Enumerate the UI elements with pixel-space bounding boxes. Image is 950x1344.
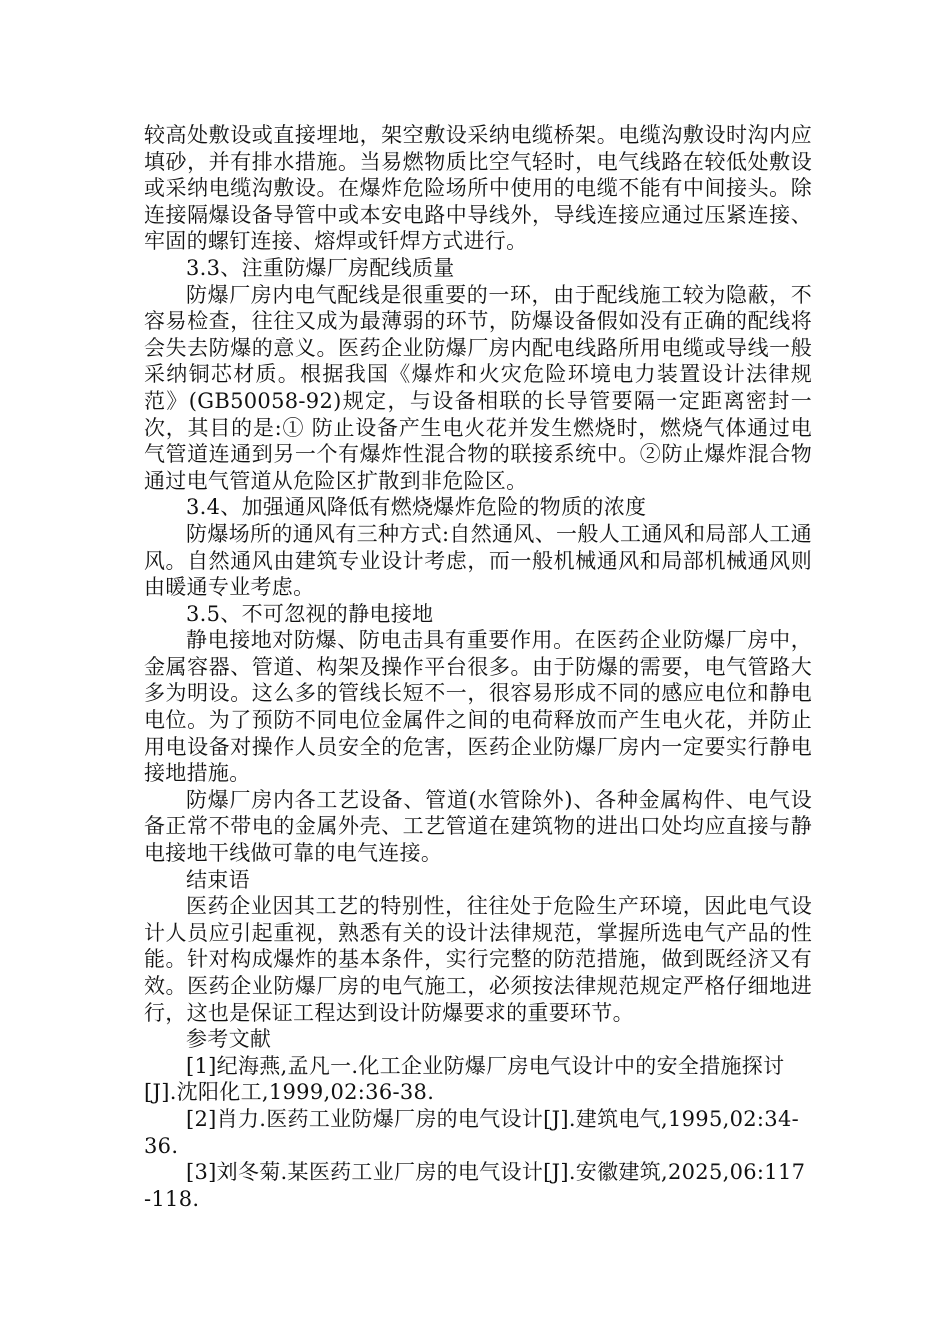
reference-item: [3]刘冬菊.某医药工业厂房的电气设计[J].安徽建筑,2025,06:117-118.	[144, 1160, 806, 1211]
paragraph-static-grounding: 静电接地对防爆、防电击具有重要作用。在医药企业防爆厂房中，金属容器、管道、构架及操作平台很多。由于防爆的需要，电气管路大多为明设。这么多的管线长短不一，很容易形成不同的感应电位和静电电位。为了预防不同电位金属件之间的电荷释放而产生电火花，并防止用电设备对操作人员安全的危害，医药企业防爆厂房内一定要实行静电接地措施。	[144, 628, 812, 786]
reference-item: [2]肖力.医药工业防爆厂房的电气设计[J].建筑电气,1995,02:34-36.	[144, 1106, 800, 1158]
section-heading-3-5: 3.5、不可忽视的静电接地	[186, 601, 434, 626]
section-heading-3-4: 3.4、加强通风降低有燃烧爆炸危险的物质的浓度	[186, 495, 647, 520]
paragraph-grounding-connection: 防爆厂房内各工艺设备、管道(水管除外)、各种金属构件、电气设备正常不带电的金属外壳、工艺管道在建筑物的进出口处均应直接与静电接地干线做可靠的电气连接。	[144, 787, 812, 866]
paragraph-conclusion: 医药企业因其工艺的特别性，往往处于危险生产环境，因此电气设计人员应引起重视，熟悉有关的设计法律规范，掌握所选电气产品的性能。针对构成爆炸的基本条件，实行完整的防范措施，做到既经济又有效。医药企业防爆厂房的电气施工，必须按法律规范规定严格仔细地进行，这也是保证工程达到设计防爆要求的重要环节。	[144, 894, 812, 1025]
paragraph-ventilation: 防爆场所的通风有三种方式:自然通风、一般人工通风和局部人工通风。自然通风由建筑专业设计考虑，而一般机械通风和局部机械通风则由暖通专业考虑。	[144, 521, 812, 600]
document-page	[144, 122, 812, 1212]
section-heading-3-3: 3.3、注重防爆厂房配线质量	[186, 255, 455, 280]
conclusion-heading: 结束语	[186, 867, 250, 892]
reference-item: [1]纪海燕,孟凡一.化工企业防爆厂房电气设计中的安全措施探讨[J].沈阳化工,1999,02:36-38.	[144, 1053, 785, 1105]
paragraph-cable-laying: 较高处敷设或直接埋地，架空敷设采纳电缆桥架。电缆沟敷设时沟内应填砂，并有排水措施。当易燃物质比空气轻时，电气线路在较低处敷设或采纳电缆沟敷设。在爆炸危险场所中使用的电缆不能有中间接头。除连接隔爆设备导管中或本安电路中导线外，导线连接应通过压紧连接、牢固的螺钉连接、熔焊或钎焊方式进行。	[144, 123, 812, 254]
paragraph-wiring-quality: 防爆厂房内电气配线是很重要的一环，由于配线施工较为隐蔽，不容易检查，往往又成为最薄弱的环节，防爆设备假如没有正确的配线将会失去防爆的意义。医药企业防爆厂房内配电线路所用电缆或导线一般采纳铜芯材质。根据我国《爆炸和火灾危险环境电力装置设计法律规范》(GB50058-92)规定，与设备相联的长导管要隔一定距离密封一次，其目的是:① 防止设备产生电火花并发生燃烧时，燃烧气体通过电气管道连通到另一个有爆炸性混合物的联接系统中。②防止爆炸混合物通过电气管道从危险区扩散到非危险区。	[144, 282, 812, 493]
references-heading: 参考文献	[186, 1027, 272, 1052]
